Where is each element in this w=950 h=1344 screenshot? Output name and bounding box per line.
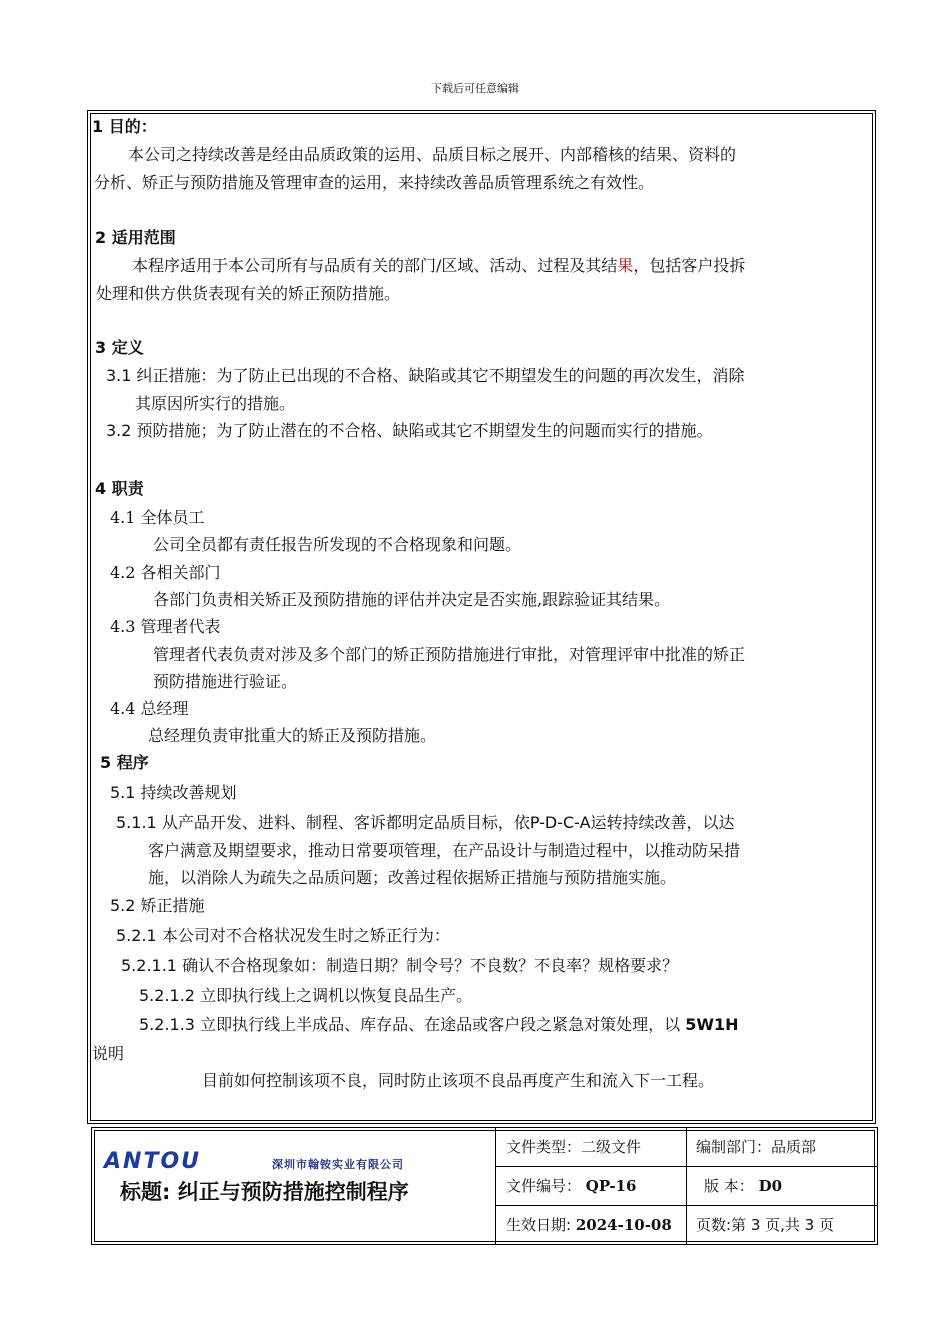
section-5-title: 5 程序 [100,753,149,772]
doc-number-value: QP-16 [585,1177,637,1195]
def-3-2-text: 预防措施；为了防止潜在的不合格、缺陷或其它不期望发生的问题而实行的措施。 [136,421,713,440]
proc-5-2-1-1-number: 5.2.1.1 [121,956,177,975]
effective-date-label: 生效日期: [506,1216,572,1234]
5w1h-text: 5W1H [685,1015,739,1034]
footer-divider-main [495,1128,496,1244]
section-2-title: 2 适用范围 [95,228,176,247]
doc-number-label: 文件编号： [506,1177,582,1195]
def-3-1-line-1 [106,366,745,386]
effective-date-value: 2024-10-08 [575,1216,672,1234]
resp-4-2-heading: 4.2 各相关部门 [110,563,221,582]
def-3-1-number: 3.1 [106,366,132,385]
download-note: 下载后可任意编辑 [431,82,519,95]
resp-4-4-heading: 4.4 总经理 [110,699,189,718]
proc-5-2-heading [110,896,205,916]
proc-5-2-1-2-number: 5.2.1.2 [139,986,195,1005]
proc-5-2-1-2-text: 立即执行线上之调机以恢复良品生产。 [200,986,473,1005]
resp-4-3-heading: 4.3 管理者代表 [110,617,221,636]
company-name: 深圳市翰铵实业有限公司 [272,1158,404,1171]
version-label: 版 本： [704,1177,754,1195]
def-3-2 [106,421,713,441]
section-2-text-b: ，包括客户投拆 [633,256,746,275]
doc-number [506,1175,636,1196]
proc-5-1-1-text-a: 从产品开发、进料、制程、客诉都明定品质目标，依 [161,813,530,832]
footer-table [91,1127,878,1245]
proc-5-1-1-line-2: 客户满意及期望要求，推动日常要项管理，在产品设计与制造过程中，以推动防呆措 [148,841,741,860]
proc-5-1-number: 5.1 [110,783,136,802]
proc-5-1-1-number: 5.1.1 [116,813,157,832]
proc-5-2-text: 矫正措施 [140,896,205,915]
section-1-para-line-1: 本公司之持续改善是经由品质政策的运用、品质目标之展开、内部稽核的结果、资料的 [128,145,737,164]
doc-type: 文件类型：二级文件 [506,1138,642,1156]
proc-5-2-1-3-line-2: 说明 [92,1044,125,1063]
proc-5-2-1-text: 本公司对不合格状况发生时之矫正行为： [161,926,450,945]
proc-5-2-1-1-text: 确认不合格现象如：制造日期？制令号？不良数？不良率？规格要求？ [182,956,679,975]
section-2-para-line-1 [132,256,745,276]
section-2-highlight: 果 [617,256,634,275]
proc-5-1-1-line-3: 施，以消除人为疏失之品质问题；改善过程依据矫正措施与预防措施实施。 [148,868,677,887]
logo-text: ANTOU [104,1149,202,1171]
resp-4-2-text: 各部门负责相关矫正及预防措施的评估并决定是否实施,跟踪验证其结果。 [153,590,671,609]
company-logo [102,1149,272,1171]
proc-5-2-1-3-text: 立即执行线上半成品、库存品、在途品或客户段之紧急对策处理，以 [200,1015,681,1034]
proc-5-2-1-3-line-3: 目前如何控制该项不良，同时防止该项不良品再度产生和流入下一工程。 [202,1071,715,1090]
def-3-1-line-2: 其原因所实行的措施。 [135,394,296,413]
section-4-title: 4 职责 [95,479,144,498]
footer-row-divider-1 [495,1166,877,1167]
proc-5-2-1-number: 5.2.1 [116,926,157,945]
section-1-title: 1 目的： [92,117,157,136]
footer-row-divider-2 [495,1205,877,1206]
proc-5-1-text: 持续改善规划 [140,783,237,802]
resp-4-1-heading: 4.1 全体员工 [110,508,205,527]
section-2-para-line-2: 处理和供方供货表现有关的矫正预防措施。 [96,284,401,303]
resp-4-3-text-line-1: 管理者代表负责对涉及多个部门的矫正预防措施进行审批，对管理评审中批准的矫正 [153,645,746,664]
section-3-title: 3 定义 [95,338,144,357]
section-2-text-a: 本程序适用于本公司所有与品质有关的部门/区域、活动、过程及其结 [132,256,618,275]
proc-5-2-1-2 [139,986,472,1006]
page-count: 页数:第 3 页,共 3 页 [696,1216,834,1234]
def-3-1-text: 纠正措施：为了防止已出现的不合格、缺陷或其它不期望发生的问题的再次发生，消除 [136,366,745,385]
def-3-2-number: 3.2 [106,421,132,440]
pdca-text: P-D-C-A [529,813,591,832]
prep-dept: 编制部门：品质部 [696,1138,817,1156]
proc-5-2-1-3-number: 5.2.1.3 [139,1015,195,1034]
footer-divider-cols [686,1128,687,1244]
version [704,1175,782,1196]
resp-4-3-text-line-2: 预防措施进行验证。 [153,672,298,691]
proc-5-1-1-text-b: 运转持续改善，以达 [590,813,735,832]
effective-date [506,1214,672,1235]
resp-4-4-text: 总经理负责审批重大的矫正及预防措施。 [148,726,437,745]
document-title: 标题: 纠正与预防措施控制程序 [120,1180,409,1204]
proc-5-2-number: 5.2 [110,896,136,915]
proc-5-1-1-line-1 [116,813,735,833]
section-1-para-line-2: 分析、矫正与预防措施及管理审查的运用，来持续改善品质管理系统之有效性。 [94,173,655,192]
proc-5-2-1 [116,926,450,946]
version-value: D0 [758,1177,783,1195]
resp-4-1-text: 公司全员都有责任报告所发现的不合格现象和问题。 [153,535,522,554]
proc-5-2-1-3-line-1 [139,1015,739,1035]
proc-5-2-1-1 [121,956,678,976]
proc-5-1-heading [110,783,237,803]
